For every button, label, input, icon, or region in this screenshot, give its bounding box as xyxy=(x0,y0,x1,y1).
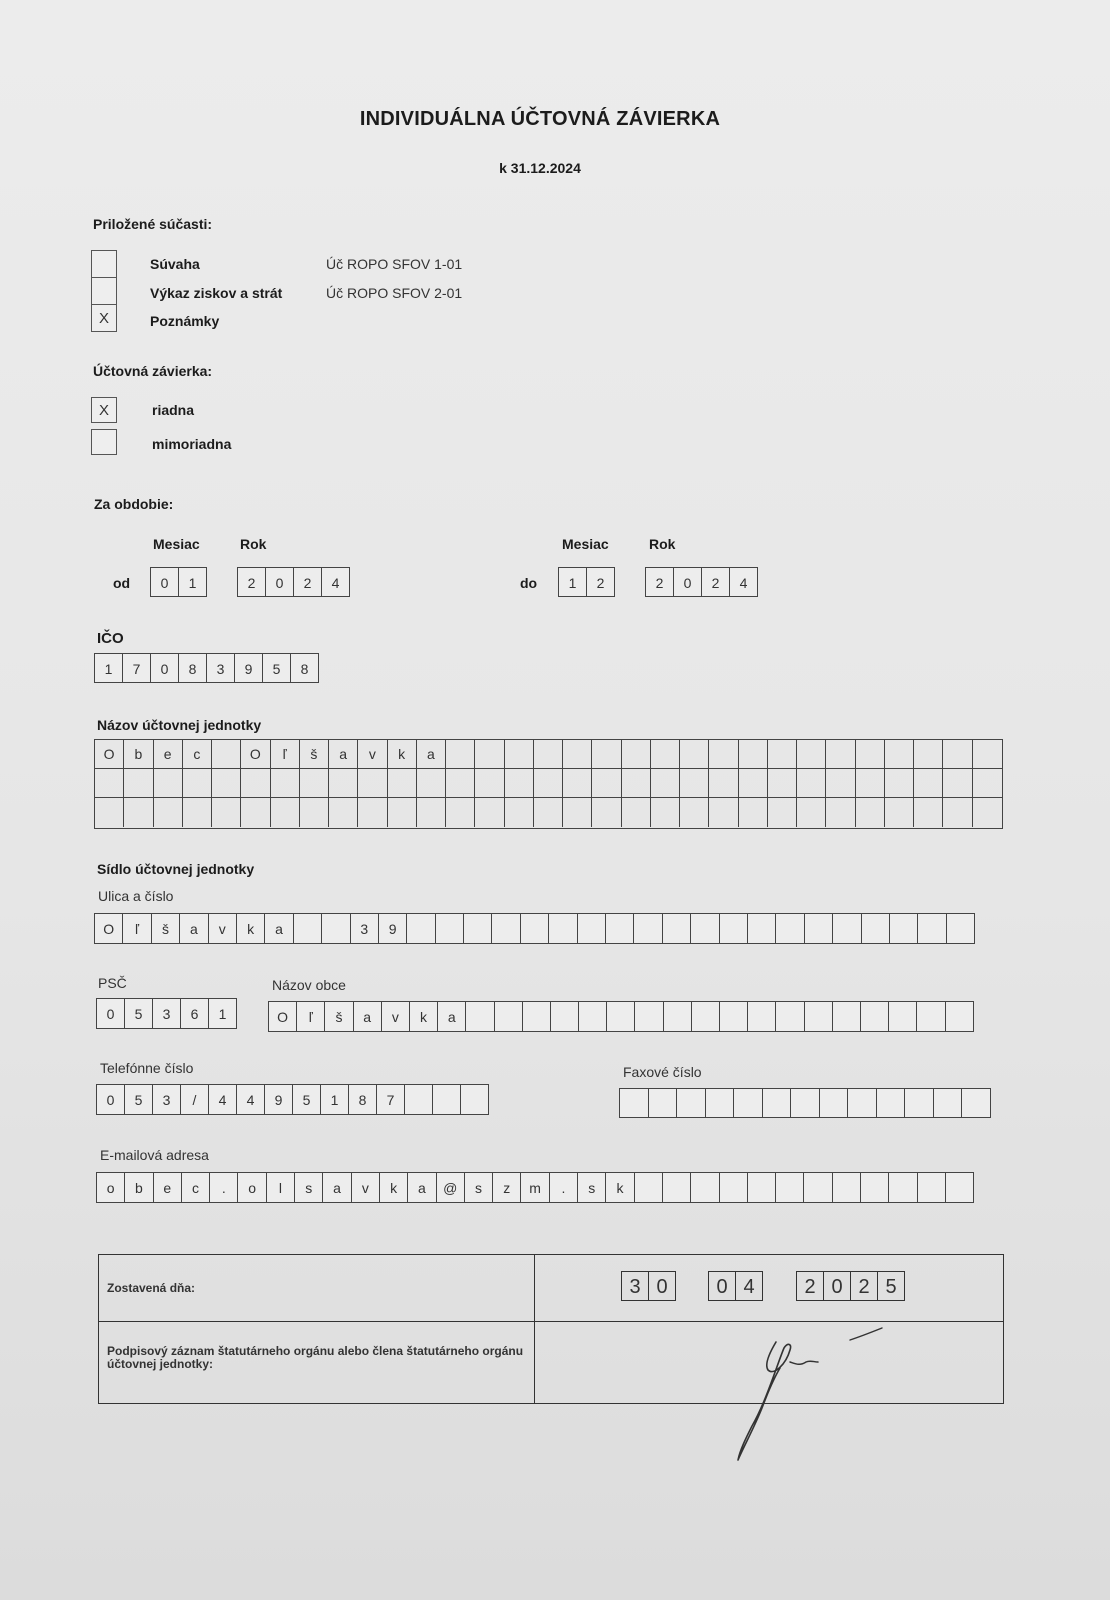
closing-label: Účtovná závierka: xyxy=(93,363,213,379)
char-cell xyxy=(768,769,797,798)
char-cell xyxy=(719,1172,748,1203)
char-cell xyxy=(768,740,797,769)
char-cell xyxy=(733,1088,763,1118)
char-cell: v xyxy=(358,740,387,769)
handwritten-signature xyxy=(730,1318,910,1468)
char-cell xyxy=(651,798,680,827)
char-cell: ľ xyxy=(296,1001,325,1032)
char-cell: 4 xyxy=(236,1084,265,1115)
char-cell xyxy=(709,769,738,798)
char-cell: @ xyxy=(436,1172,465,1203)
char-cell xyxy=(826,798,855,827)
char-cell xyxy=(522,1001,551,1032)
char-cell: 1 xyxy=(320,1084,349,1115)
char-cell xyxy=(622,769,651,798)
char-cell: 0 xyxy=(265,567,294,597)
char-cell xyxy=(973,798,1002,827)
char-cell: O xyxy=(241,740,270,769)
char-cell xyxy=(916,1001,945,1032)
char-cell xyxy=(876,1088,906,1118)
char-cell xyxy=(520,913,549,944)
char-cell: 2 xyxy=(293,567,322,597)
char-cell xyxy=(619,1088,649,1118)
char-cell xyxy=(622,798,651,827)
char-cell xyxy=(775,913,804,944)
char-cell xyxy=(241,769,270,798)
char-cell xyxy=(605,913,634,944)
char-cell: k xyxy=(605,1172,634,1203)
char-cell: š xyxy=(324,1001,353,1032)
char-cell: b xyxy=(124,1172,153,1203)
char-cell: 8 xyxy=(178,653,207,683)
char-cell: 3 xyxy=(152,1084,181,1115)
char-cell xyxy=(885,798,914,827)
char-cell xyxy=(662,1172,691,1203)
char-cell: 2 xyxy=(701,567,730,597)
char-cell: 0 xyxy=(150,567,179,597)
char-cell xyxy=(719,913,748,944)
char-cell xyxy=(505,769,534,798)
address-label: Sídlo účtovnej jednotky xyxy=(97,861,255,877)
char-cell xyxy=(154,798,183,827)
phone-label: Telefónne číslo xyxy=(100,1060,194,1076)
char-cell xyxy=(662,913,691,944)
char-cell xyxy=(271,798,300,827)
char-cell: 1 xyxy=(558,567,587,597)
char-cell: 3 xyxy=(152,998,181,1029)
char-cell xyxy=(832,913,861,944)
char-cell: 5 xyxy=(292,1084,321,1115)
char-cell: 0 xyxy=(96,1084,125,1115)
char-cell xyxy=(183,769,212,798)
psc-field[interactable] xyxy=(96,998,237,1029)
char-cell: a xyxy=(353,1001,382,1032)
compiled-year-digit: 2 xyxy=(850,1271,878,1301)
char-cell xyxy=(819,1088,849,1118)
compiled-year-field[interactable] xyxy=(796,1271,905,1301)
char-cell xyxy=(183,798,212,827)
char-cell: O xyxy=(95,740,124,769)
char-cell xyxy=(933,1088,963,1118)
char-cell xyxy=(465,1001,494,1032)
char-cell xyxy=(914,798,943,827)
component-code-vykaz: Úč ROPO SFOV 2-01 xyxy=(326,285,463,301)
char-cell xyxy=(494,1001,523,1032)
char-cell: 9 xyxy=(378,913,407,944)
char-cell xyxy=(690,913,719,944)
char-cell xyxy=(154,769,183,798)
street-label: Ulica a číslo xyxy=(98,888,174,904)
char-cell xyxy=(124,769,153,798)
char-cell xyxy=(680,769,709,798)
char-cell: a xyxy=(329,740,358,769)
char-cell: e xyxy=(153,1172,182,1203)
char-cell xyxy=(578,1001,607,1032)
char-cell: 8 xyxy=(290,653,319,683)
char-cell: ľ xyxy=(122,913,151,944)
char-cell xyxy=(888,1172,917,1203)
char-cell xyxy=(388,798,417,827)
char-cell: 0 xyxy=(150,653,179,683)
char-cell: ľ xyxy=(271,740,300,769)
char-cell xyxy=(460,1084,489,1115)
char-cell xyxy=(404,1084,433,1115)
char-cell xyxy=(739,769,768,798)
char-cell xyxy=(124,798,153,827)
component-code-suvaha: Úč ROPO SFOV 1-01 xyxy=(326,256,463,272)
period-to-month-field[interactable] xyxy=(558,567,615,597)
char-cell xyxy=(534,769,563,798)
char-cell xyxy=(973,740,1002,769)
char-cell xyxy=(826,740,855,769)
char-cell xyxy=(739,740,768,769)
char-cell: v xyxy=(208,913,237,944)
char-cell xyxy=(832,1001,861,1032)
char-cell: c xyxy=(181,1172,210,1203)
char-cell xyxy=(550,1001,579,1032)
period-to-year-label: Rok xyxy=(649,536,676,552)
char-cell: s xyxy=(464,1172,493,1203)
period-to-year-field[interactable] xyxy=(645,567,758,597)
char-cell: a xyxy=(322,1172,351,1203)
components-checkbox-suvaha[interactable] xyxy=(91,250,117,278)
compiled-day-field[interactable] xyxy=(621,1271,676,1301)
period-label: Za obdobie: xyxy=(94,496,174,512)
char-cell: 2 xyxy=(237,567,266,597)
char-cell: k xyxy=(379,1172,408,1203)
town-field[interactable] xyxy=(268,1001,974,1032)
char-cell xyxy=(577,913,606,944)
char-cell: a xyxy=(407,1172,436,1203)
component-name-poznamky: Poznámky xyxy=(150,313,220,329)
component-name-suvaha: Súvaha xyxy=(150,256,200,272)
ico-field[interactable] xyxy=(94,653,319,683)
compiled-year-digit: 2 xyxy=(796,1271,824,1301)
char-cell xyxy=(95,798,124,827)
component-name-vykaz: Výkaz ziskov a strát xyxy=(150,285,283,301)
char-cell xyxy=(475,769,504,798)
char-cell: a xyxy=(437,1001,466,1032)
period-from-label: od xyxy=(113,575,131,591)
char-cell: 3 xyxy=(350,913,379,944)
char-cell xyxy=(973,769,1002,798)
char-cell xyxy=(804,913,833,944)
char-cell xyxy=(388,769,417,798)
char-cell xyxy=(680,798,709,827)
char-cell: b xyxy=(124,740,153,769)
char-cell xyxy=(739,798,768,827)
char-cell: v xyxy=(381,1001,410,1032)
town-label: Názov obce xyxy=(272,977,346,993)
char-cell: 2 xyxy=(645,567,674,597)
char-cell: 8 xyxy=(348,1084,377,1115)
char-cell xyxy=(797,740,826,769)
char-cell: 1 xyxy=(208,998,237,1029)
char-cell xyxy=(804,1001,833,1032)
char-cell xyxy=(856,769,885,798)
char-cell xyxy=(747,1172,776,1203)
char-cell xyxy=(633,913,662,944)
char-cell: a xyxy=(417,740,446,769)
period-from-month-field[interactable] xyxy=(150,567,207,597)
char-cell xyxy=(435,913,464,944)
char-cell: s xyxy=(294,1172,323,1203)
char-cell: O xyxy=(94,913,123,944)
char-cell: 9 xyxy=(264,1084,293,1115)
char-cell: c xyxy=(183,740,212,769)
char-cell xyxy=(622,740,651,769)
char-cell xyxy=(856,740,885,769)
char-cell: a xyxy=(264,913,293,944)
char-cell xyxy=(475,798,504,827)
char-cell: 9 xyxy=(234,653,263,683)
char-cell: z xyxy=(492,1172,521,1203)
char-cell xyxy=(648,1088,678,1118)
char-cell xyxy=(943,769,972,798)
char-cell xyxy=(888,1001,917,1032)
char-cell xyxy=(775,1001,804,1032)
period-from-month-label: Mesiac xyxy=(153,536,200,552)
char-cell: l xyxy=(266,1172,295,1203)
char-cell xyxy=(775,1172,804,1203)
entity-name-field[interactable] xyxy=(94,739,1003,829)
char-cell xyxy=(663,1001,692,1032)
char-cell xyxy=(747,913,776,944)
char-cell: s xyxy=(577,1172,606,1203)
char-cell: 5 xyxy=(124,998,153,1029)
char-cell xyxy=(417,769,446,798)
char-cell xyxy=(832,1172,861,1203)
char-cell xyxy=(534,798,563,827)
char-cell: 4 xyxy=(321,567,350,597)
char-cell: 2 xyxy=(586,567,615,597)
entity-name-label: Názov účtovnej jednotky xyxy=(97,717,262,733)
char-cell: o xyxy=(237,1172,266,1203)
char-cell xyxy=(885,740,914,769)
char-cell xyxy=(505,740,534,769)
char-cell xyxy=(651,740,680,769)
char-cell: 5 xyxy=(124,1084,153,1115)
char-cell xyxy=(719,1001,748,1032)
char-cell xyxy=(768,798,797,827)
char-cell xyxy=(690,1172,719,1203)
char-cell xyxy=(563,769,592,798)
char-cell xyxy=(563,740,592,769)
char-cell xyxy=(914,769,943,798)
char-cell: k xyxy=(409,1001,438,1032)
char-cell xyxy=(548,913,577,944)
compiled-month-digit: 4 xyxy=(735,1271,763,1301)
char-cell xyxy=(300,798,329,827)
char-cell: O xyxy=(268,1001,297,1032)
email-field[interactable] xyxy=(96,1172,974,1203)
closing-checkbox-mimoriadna[interactable] xyxy=(91,429,117,455)
char-cell xyxy=(705,1088,735,1118)
psc-label: PSČ xyxy=(98,975,127,991)
char-cell xyxy=(904,1088,934,1118)
signature-table-divider-v xyxy=(534,1255,535,1403)
char-cell xyxy=(762,1088,792,1118)
ico-label: IČO xyxy=(97,630,124,647)
char-cell xyxy=(826,769,855,798)
char-cell xyxy=(856,798,885,827)
char-cell: 4 xyxy=(729,567,758,597)
compiled-day-digit: 0 xyxy=(648,1271,676,1301)
char-cell xyxy=(417,798,446,827)
char-cell: 7 xyxy=(376,1084,405,1115)
components-checkbox-vykaz[interactable] xyxy=(91,277,117,305)
char-cell xyxy=(885,769,914,798)
char-cell xyxy=(329,798,358,827)
char-cell xyxy=(271,769,300,798)
char-cell: 6 xyxy=(180,998,209,1029)
char-cell xyxy=(475,740,504,769)
char-cell: 5 xyxy=(262,653,291,683)
email-label: E-mailová adresa xyxy=(100,1147,209,1163)
char-cell xyxy=(592,798,621,827)
char-cell xyxy=(95,769,124,798)
char-cell xyxy=(212,740,241,769)
char-cell: a xyxy=(179,913,208,944)
char-cell xyxy=(961,1088,991,1118)
char-cell: o xyxy=(96,1172,125,1203)
compiled-month-field[interactable] xyxy=(708,1271,763,1301)
char-cell xyxy=(491,913,520,944)
char-cell xyxy=(563,798,592,827)
char-cell xyxy=(709,798,738,827)
char-cell xyxy=(676,1088,706,1118)
period-to-label: do xyxy=(520,575,538,591)
char-cell xyxy=(212,798,241,827)
char-cell xyxy=(943,798,972,827)
fax-label: Faxové číslo xyxy=(623,1064,702,1080)
components-label: Priložené súčasti: xyxy=(93,216,213,232)
char-cell xyxy=(945,1001,974,1032)
phone-field[interactable] xyxy=(96,1084,489,1115)
char-cell xyxy=(914,740,943,769)
char-cell xyxy=(634,1172,663,1203)
char-cell xyxy=(847,1088,877,1118)
street-field[interactable] xyxy=(94,913,975,944)
char-cell xyxy=(293,913,322,944)
char-cell: 1 xyxy=(178,567,207,597)
char-cell xyxy=(917,1172,946,1203)
char-cell: 0 xyxy=(673,567,702,597)
char-cell xyxy=(803,1172,832,1203)
char-cell: k xyxy=(388,740,417,769)
char-cell xyxy=(446,798,475,827)
char-cell xyxy=(634,1001,663,1032)
char-cell: 4 xyxy=(208,1084,237,1115)
char-cell xyxy=(797,798,826,827)
char-cell xyxy=(797,769,826,798)
char-cell: š xyxy=(151,913,180,944)
compiled-month-digit: 0 xyxy=(708,1271,736,1301)
char-cell xyxy=(680,740,709,769)
char-cell: m xyxy=(520,1172,549,1203)
char-cell xyxy=(592,740,621,769)
char-cell: š xyxy=(300,740,329,769)
char-cell xyxy=(592,769,621,798)
closing-checkbox-riadna[interactable]: X xyxy=(91,397,117,423)
char-cell xyxy=(212,769,241,798)
char-cell: / xyxy=(180,1084,209,1115)
char-cell xyxy=(241,798,270,827)
char-cell xyxy=(358,798,387,827)
char-cell xyxy=(446,769,475,798)
char-cell xyxy=(943,740,972,769)
char-cell xyxy=(358,769,387,798)
char-cell xyxy=(709,740,738,769)
char-cell xyxy=(945,1172,974,1203)
char-cell xyxy=(651,769,680,798)
char-cell: 0 xyxy=(96,998,125,1029)
char-cell: e xyxy=(154,740,183,769)
char-cell xyxy=(321,913,350,944)
char-cell xyxy=(946,913,975,944)
period-from-year-field[interactable] xyxy=(237,567,350,597)
compiled-day-digit: 3 xyxy=(621,1271,649,1301)
char-cell xyxy=(406,913,435,944)
compiled-date-label: Zostavená dňa: xyxy=(107,1281,196,1295)
components-checkbox-poznamky[interactable]: X xyxy=(91,304,117,332)
fax-field[interactable] xyxy=(619,1088,991,1118)
char-cell: 7 xyxy=(122,653,151,683)
char-cell xyxy=(606,1001,635,1032)
char-cell xyxy=(889,913,918,944)
char-cell xyxy=(505,798,534,827)
compiled-year-digit: 0 xyxy=(823,1271,851,1301)
char-cell: . xyxy=(549,1172,578,1203)
char-cell xyxy=(860,1172,889,1203)
char-cell: . xyxy=(209,1172,238,1203)
char-cell: k xyxy=(236,913,265,944)
char-cell xyxy=(446,740,475,769)
char-cell xyxy=(329,769,358,798)
char-cell xyxy=(917,913,946,944)
compiled-year-digit: 5 xyxy=(877,1271,905,1301)
signature-label: Podpisový záznam štatutárneho orgánu alebo člena štatutárneho orgánu účtovnej jednotky: xyxy=(107,1344,524,1371)
closing-name-riadna: riadna xyxy=(152,402,195,418)
char-cell xyxy=(432,1084,461,1115)
char-cell xyxy=(747,1001,776,1032)
closing-name-mimoriadna: mimoriadna xyxy=(152,436,232,452)
char-cell: v xyxy=(351,1172,380,1203)
char-cell xyxy=(300,769,329,798)
period-from-year-label: Rok xyxy=(240,536,267,552)
char-cell: 3 xyxy=(206,653,235,683)
period-to-month-label: Mesiac xyxy=(562,536,609,552)
char-cell: 1 xyxy=(94,653,123,683)
char-cell xyxy=(463,913,492,944)
document-date: k 31.12.2024 xyxy=(499,160,581,176)
document-title: INDIVIDUÁLNA ÚČTOVNÁ ZÁVIERKA xyxy=(359,108,721,130)
char-cell xyxy=(534,740,563,769)
char-cell xyxy=(691,1001,720,1032)
char-cell xyxy=(861,913,890,944)
char-cell xyxy=(790,1088,820,1118)
char-cell xyxy=(860,1001,889,1032)
